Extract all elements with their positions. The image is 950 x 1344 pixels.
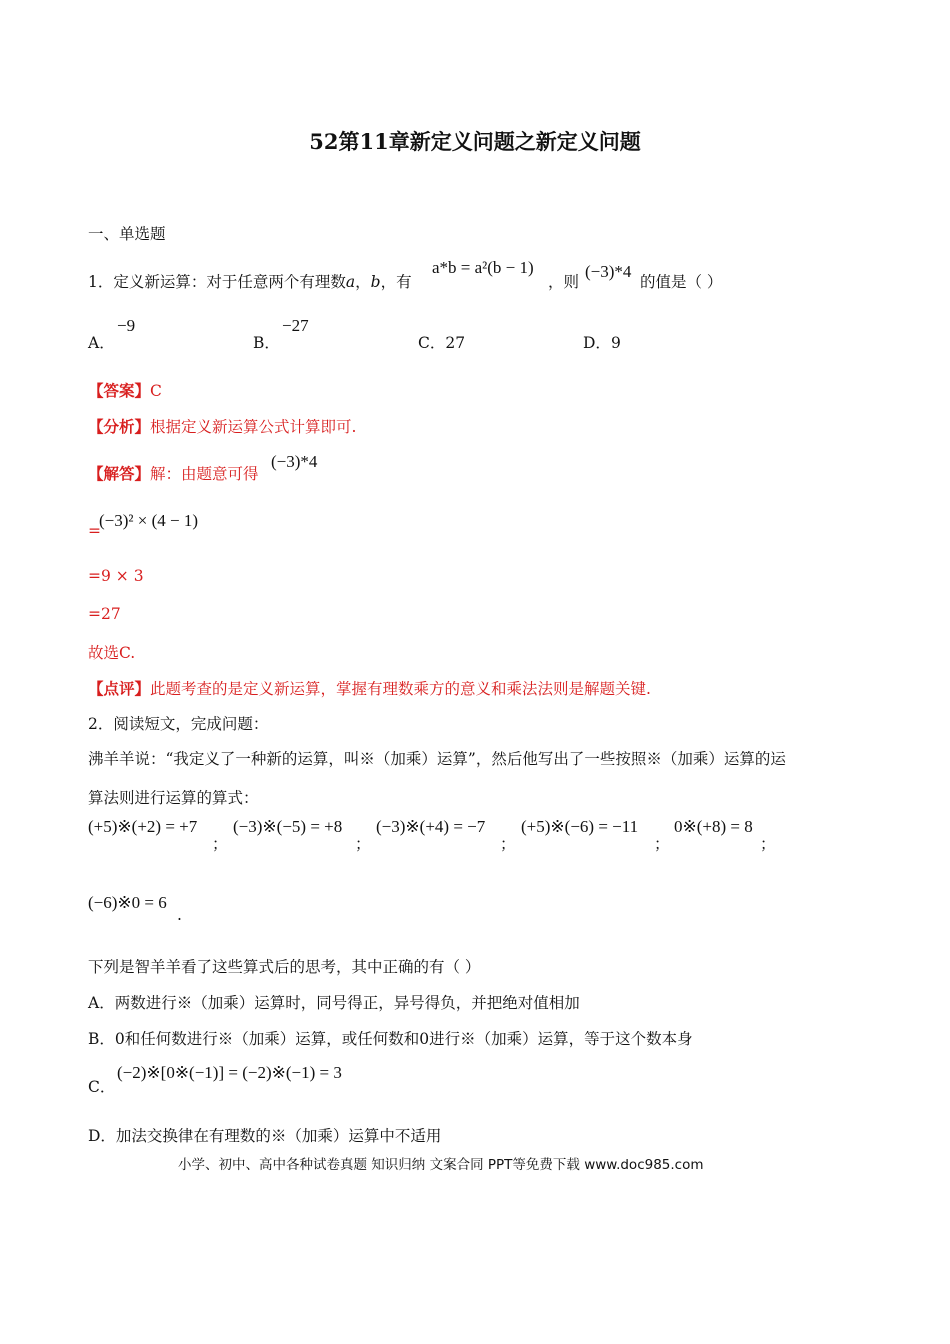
q2-paragraph-line-1: 沸羊羊说：“我定义了一种新的运算，叫※（加乘）运算”，然后他写出了一些按照※（加乘）运算的运 [88, 750, 786, 768]
comment-text: 此题考查的是定义新运算，掌握有理数乘方的意义和乘法法则是解题关键. [150, 680, 651, 698]
q1-option-d-value: 9 [610, 334, 621, 352]
q2-semicolon: ； [654, 835, 670, 853]
analysis-text: 根据定义新运算公式计算即可. [150, 418, 357, 436]
var-a: a [345, 273, 356, 291]
q1-solution [88, 462, 259, 484]
q2-period: . [177, 906, 182, 924]
q2-option-c-label: C． [88, 1078, 116, 1096]
q2-paragraph-line-2: 算法则进行运算的算式： [88, 789, 259, 807]
q2-option-b: B．0和任何数进行※（加乘）运算，或任何数和0进行※（加乘）运算，等于这个数本身 [88, 1030, 693, 1048]
q1-option-d [583, 331, 621, 353]
comment-tag: 【点评】 [88, 679, 151, 698]
q2-equation-3: (−3)※(+4) = −7 [376, 817, 486, 836]
q2-intro-text: 阅读短文，完成问题： [113, 715, 269, 733]
q1-step-equals: = [88, 522, 101, 540]
q1-text: ，则 [548, 273, 580, 291]
q1-expression: (−3)*4 [585, 262, 632, 281]
q2-equation-6: (−6)※0 = 6 [88, 893, 167, 912]
q1-option-a-value: −9 [117, 316, 136, 335]
page-title: 52第11章新定义问题之新定义问题 [309, 129, 641, 154]
q2-option-a: A．两数进行※（加乘）运算时，同号得正，异号得负，并把绝对值相加 [88, 994, 580, 1012]
q1-sep: ， [355, 273, 371, 291]
footer-text: 小学、初中、高中各种试卷真题 知识归纳 文案合同 PPT等免费下载 www.doc985.com [178, 1157, 704, 1173]
q1-comment [88, 677, 651, 699]
q1-text: 定义新运算：对于任意两个有理数 [113, 273, 346, 291]
q1-option-d-label: D． [583, 334, 611, 352]
section-heading: 一、单选题 [88, 225, 166, 243]
q1-answer [88, 379, 162, 401]
q2-equation-1: (+5)※(+2) = +7 [88, 817, 198, 836]
q2-question: 下列是智羊羊看了这些算式后的思考，其中正确的有（ ） [88, 958, 481, 976]
q2-semicolon: ； [500, 835, 516, 853]
q2-semicolon: ； [212, 835, 228, 853]
q2-intro [88, 712, 268, 734]
q2-equation-2: (−3)※(−5) = +8 [233, 817, 343, 836]
q1-step-2: =9 × 3 [88, 567, 144, 585]
var-b: b [370, 273, 381, 291]
q1-text: 的值是（ ） [640, 273, 723, 291]
q1-stem [88, 270, 412, 292]
q1-step-1: (−3)² × (4 − 1) [99, 511, 199, 530]
q1-number: 1． [88, 273, 114, 291]
q1-option-c [418, 331, 465, 353]
q2-option-d: D．加法交换律在有理数的※（加乘）运算中不适用 [88, 1127, 442, 1145]
q2-number: 2． [88, 715, 114, 733]
q1-text: ，有 [380, 273, 412, 291]
q2-equation-5: 0※(+8) = 8 [674, 817, 753, 836]
q1-option-b-value: −27 [282, 316, 309, 335]
solution-text: 解：由题意可得 [150, 465, 259, 483]
q1-analysis [88, 415, 356, 437]
q1-definition-formula: a*b = a²(b − 1) [432, 258, 534, 277]
answer-value: C [150, 382, 162, 400]
solution-tag: 【解答】 [88, 464, 151, 483]
answer-tag: 【答案】 [88, 381, 151, 400]
q2-semicolon: ； [760, 835, 776, 853]
q2-semicolon: ； [355, 835, 371, 853]
q1-step-3: =27 [88, 605, 121, 623]
q1-solution-expression: (−3)*4 [271, 452, 318, 471]
q1-option-c-label: C． [418, 334, 446, 352]
q1-option-c-value: 27 [445, 334, 466, 352]
q1-conclusion: 故选C. [88, 644, 136, 662]
q2-option-c-expression: (−2)※[0※(−1)] = (−2)※(−1) = 3 [117, 1063, 342, 1082]
q1-option-b-label: B． [253, 334, 280, 352]
q1-option-a-label: A． [88, 334, 115, 352]
q2-equation-4: (+5)※(−6) = −11 [521, 817, 639, 836]
analysis-tag: 【分析】 [88, 417, 151, 436]
